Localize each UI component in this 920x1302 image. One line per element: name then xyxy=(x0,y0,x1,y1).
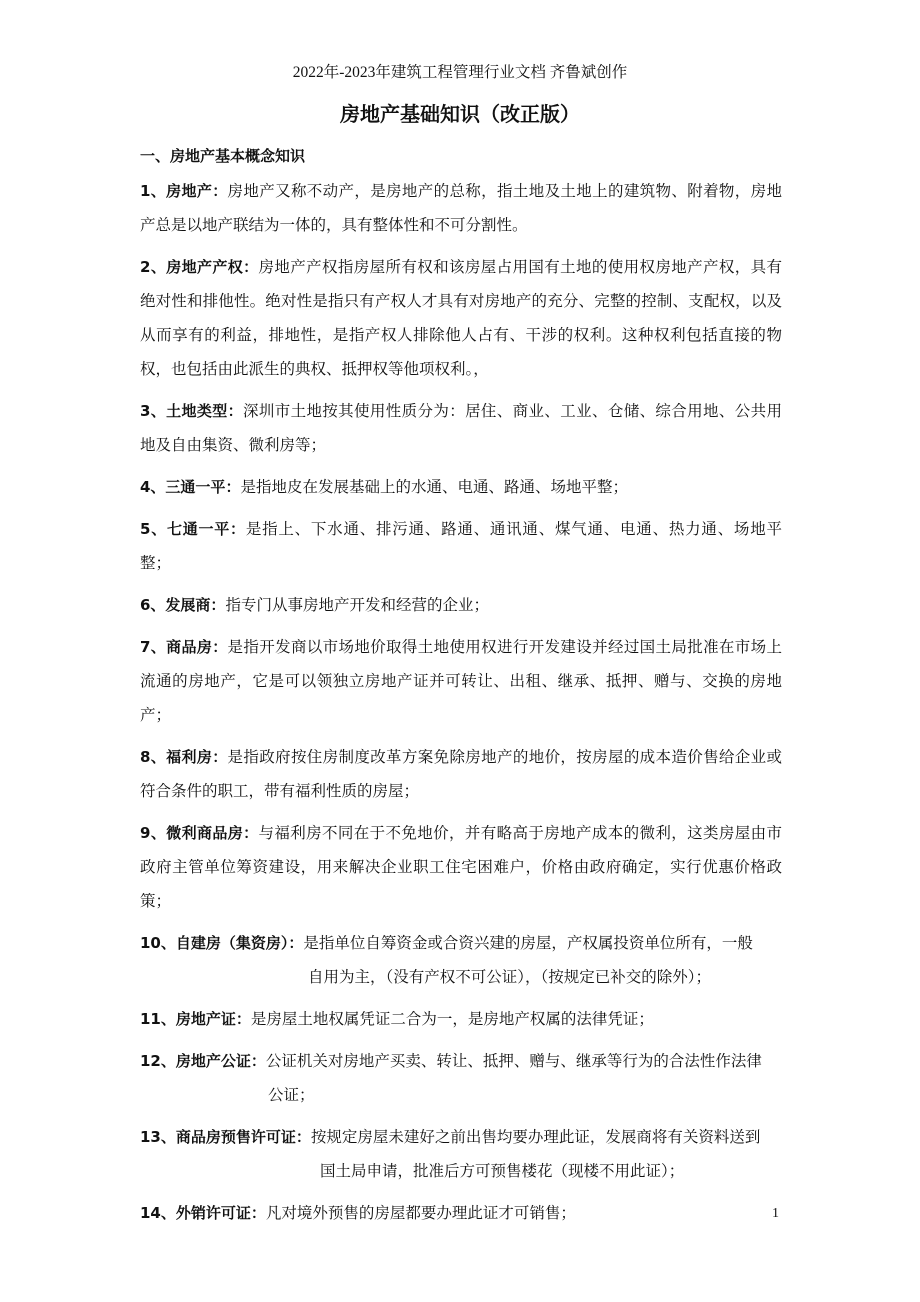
definition-item xyxy=(140,1120,782,1154)
definition-item xyxy=(140,926,782,960)
definition-item xyxy=(140,394,782,462)
definition-item xyxy=(140,512,782,580)
definition-continuation: 自用为主，（没有产权不可公证），（按规定已补交的除外）； xyxy=(308,968,712,986)
definition-term: 5、七通一平： xyxy=(140,520,246,538)
definition-term: 13、商品房预售许可证： xyxy=(140,1128,311,1146)
definition-continuation: 公证； xyxy=(268,1086,315,1104)
definition-term: 6、发展商： xyxy=(140,596,226,614)
definition-item xyxy=(140,740,782,808)
definition-item xyxy=(140,250,782,386)
definition-term: 11、房地产证： xyxy=(140,1010,251,1028)
definition-item xyxy=(140,1196,782,1230)
definition-item xyxy=(140,1044,782,1078)
definition-line: 是指单位自筹资金或合资兴建的房屋，产权属投资单位所有，一般 xyxy=(303,934,753,952)
definition-text: 按规定房屋未建好之前出售均要办理此证，发展商将有关资料送到 xyxy=(310,1128,761,1146)
document-header: 2022年-2023年建筑工程管理行业文档 齐鲁斌创作 xyxy=(292,64,628,81)
page-number: 1 xyxy=(772,1206,779,1221)
document-body xyxy=(140,174,782,1238)
definition-text xyxy=(303,926,782,960)
definition-text: 房地产又称不动产，是房地产的总称，指土地及土地上的建筑物、附着物，房地产总是以地产联结为一体的，具有整体性和不可分割性。 xyxy=(140,182,782,234)
definition-text: 是房屋土地权属凭证二合为一，是房地产权属的法律凭证； xyxy=(250,1010,654,1028)
definition-text: 是指开发商以市场地价取得土地使用权进行开发建设并经过国土局批准在市场上流通的房地产，它是可以领独立房地产证并可转让、出租、继承、抵押、赠与、交换的房地产； xyxy=(140,638,782,724)
definition-term: 7、商品房： xyxy=(140,638,228,656)
definition-text: 房地产产权指房屋所有权和该房屋占用国有土地的使用权房地产产权，具有绝对性和排他性。绝对性是指只有产权人才具有对房地产的充分、完整的控制、支配权，以及从而享有的利益，排地性，是指产权人排除他人占有、干涉的权利。这种权利包括直接的物权，也包括由此派生的典权、抵押权等他项权利。， xyxy=(140,258,782,378)
definition-term: 1、房地产： xyxy=(140,182,228,200)
definition-text: 深圳市土地按其使用性质分为：居住、商业、工业、仓储、综合用地、公共用地及自由集资、微利房等； xyxy=(140,402,782,454)
definition-item xyxy=(140,470,782,504)
definition-text: 是指上、下水通、排污通、路通、通讯通、煤气通、电通、热力通、场地平整； xyxy=(140,520,782,572)
definition-text: 是指地皮在发展基础上的水通、电通、路通、场地平整； xyxy=(240,478,628,496)
definition-term: 9、微利商品房： xyxy=(140,824,259,842)
definition-item xyxy=(140,816,782,918)
definition-text: 是指政府按住房制度改革方案免除房地产的地价，按房屋的成本造价售给企业或符合条件的职工，带有福利性质的房屋； xyxy=(140,748,782,800)
definition-item xyxy=(140,588,782,622)
definition-text: 指专门从事房地产开发和经营的企业； xyxy=(225,596,489,614)
definition-item xyxy=(140,174,782,242)
definition-text: 与福利房不同在于不免地价，并有略高于房地产成本的微利，这类房屋由市政府主管单位筹资建设，用来解决企业职工住宅困难户，价格由政府确定，实行优惠价格政策； xyxy=(140,824,782,910)
page-title: 房地产基础知识（改正版） xyxy=(340,102,580,126)
definition-term: 2、房地产产权： xyxy=(140,258,259,276)
definition-item xyxy=(140,1002,782,1036)
definition-continuation: 国土局申请，批准后方可预售楼花（现楼不用此证）； xyxy=(320,1162,685,1180)
definition-term: 10、自建房（集资房）： xyxy=(140,934,304,952)
definition-text: 凡对境外预售的房屋都要办理此证才可销售； xyxy=(265,1204,576,1222)
definition-term: 12、房地产公证： xyxy=(140,1052,266,1070)
definition-text: 公证机关对房地产买卖、转让、抵押、赠与、继承等行为的合法性作法律 xyxy=(265,1052,762,1070)
definition-item xyxy=(140,630,782,732)
definition-term: 14、外销许可证： xyxy=(140,1204,266,1222)
definition-term: 3、土地类型： xyxy=(140,402,243,420)
definition-term: 4、三通一平： xyxy=(140,478,241,496)
definition-term: 8、福利房： xyxy=(140,748,228,766)
section-heading: 一、房地产基本概念知识 xyxy=(140,147,306,165)
